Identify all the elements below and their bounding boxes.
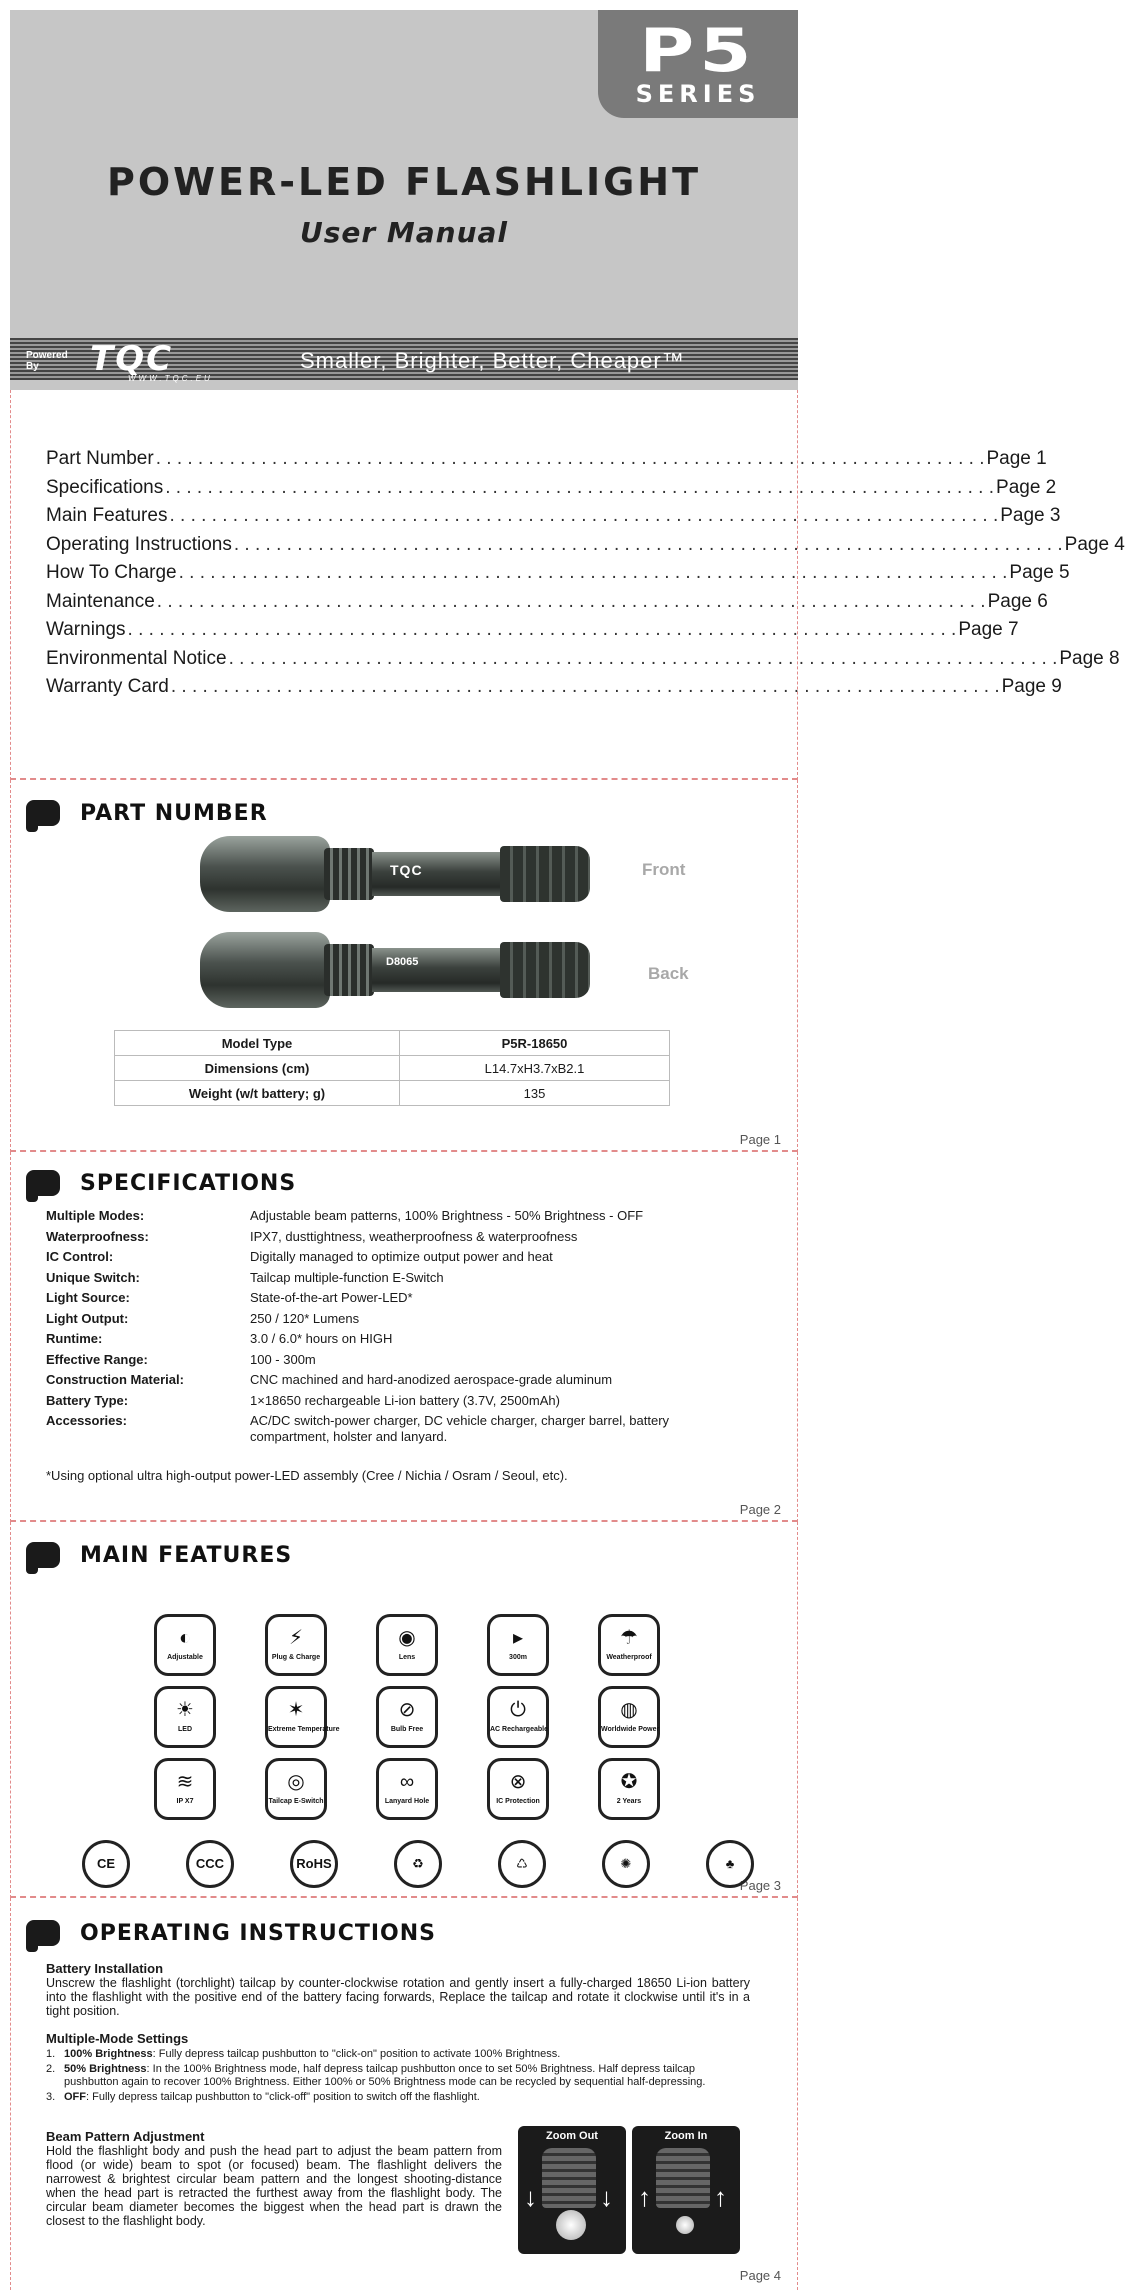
recycle-triangle-icon: ♺: [498, 1840, 546, 1888]
table-value: 135: [400, 1081, 670, 1106]
led-icon: [154, 1686, 216, 1748]
spec-row: [46, 1247, 746, 1268]
main-features-header: [26, 1542, 292, 1568]
feature-label: Lanyard Hole: [384, 1798, 430, 1805]
part-number-table: [114, 1030, 670, 1106]
table-of-contents: [46, 448, 1125, 705]
cover-banner: [10, 10, 798, 390]
toc-entry-label: How To Charge: [46, 562, 177, 583]
manual-subtitle: User Manual: [299, 216, 509, 249]
ac-plug-icon: [487, 1686, 549, 1748]
specifications-footnote: *Using optional ultra high-output power-LED assembly (Cree / Nichia / Osram / Seoul, etc).: [46, 1468, 568, 1483]
toc-entry-page: Page 2: [996, 476, 1057, 498]
zoom-in-label: Zoom In: [664, 2130, 708, 2142]
spec-key: Light Output:: [46, 1310, 129, 1326]
front-label: Front: [642, 860, 686, 879]
table-row: [115, 1056, 670, 1081]
toc-entry-page: Page 4: [1064, 533, 1125, 555]
mode-number: 1.: [46, 2048, 56, 2060]
mode-description: : Fully depress tailcap pushbutton to "click-on" position to activate 100% Brightness.: [152, 2048, 561, 2060]
ic-icon: [487, 1758, 549, 1820]
bulb-free-icon: [376, 1686, 438, 1748]
back-label: Back: [648, 964, 689, 983]
spec-value: CNC machined and hard-anodized aerospace-grade aluminum: [250, 1372, 613, 1387]
toc-leader: [163, 477, 996, 499]
brand-logo: TQC: [90, 339, 174, 379]
front-logo: TQC: [390, 862, 423, 878]
page-number: Page 2: [739, 1502, 781, 1517]
section-bullet-icon: [26, 1542, 60, 1568]
spec-key: Effective Range:: [46, 1351, 148, 1367]
toc-entry-label: Warnings: [46, 619, 126, 640]
toc-entry-label: Warranty Card: [46, 676, 169, 697]
zoom-out-image: [518, 2126, 626, 2254]
spec-value: 3.0 / 6.0* hours on HIGH: [250, 1331, 393, 1346]
spec-key: Waterproofness:: [46, 1228, 149, 1244]
temperature-icon-glyph: ✶: [287, 1699, 305, 1721]
spec-row: [46, 1206, 746, 1227]
ccc-mark-icon: CCC: [186, 1840, 234, 1888]
spec-key: Multiple Modes:: [46, 1208, 145, 1223]
zoom-in-image: [632, 2126, 740, 2254]
table-row: [115, 1031, 670, 1056]
page-number: Page 3: [739, 1878, 781, 1893]
mode-settings: [46, 2032, 750, 2104]
feature-label: Weatherproof: [606, 1654, 652, 1661]
warranty-icon: [598, 1758, 660, 1820]
plug-icon: [265, 1614, 327, 1676]
battery-text: Unscrew the flashlight (torchlight) tailcap by counter-clockwise rotation and gently insert a fully-charged 18650 Li-ion battery into the flashlight with the positive end of the battery facing forwards, Replace the tailcap and rotate it clockwise until it's in a tight position.: [46, 1976, 750, 2018]
spec-value: Tailcap multiple-function E-Switch: [250, 1269, 444, 1285]
spec-row: [46, 1268, 746, 1289]
spec-key: Unique Switch:: [46, 1269, 140, 1285]
toc-entry[interactable]: [46, 619, 1019, 648]
series-label: SERIES: [635, 80, 761, 108]
led-icon-glyph: ☀: [176, 1699, 194, 1721]
waterproof-icon-glyph: ≋: [176, 1771, 194, 1793]
spec-value: AC/DC switch-power charger, DC vehicle charger, charger barrel, battery compartment, holster and lanyard.: [250, 1413, 670, 1444]
spec-row: [46, 1350, 746, 1371]
mode-description: : Fully depress tailcap pushbutton to "click-off" position to switch off the flashlight.: [86, 2091, 480, 2103]
mode-name: 100% Brightness: [64, 2048, 153, 2060]
mode-text: [64, 2063, 750, 2089]
feature-label: IC Protection: [496, 1798, 540, 1805]
warranty-icon-glyph: ✪: [620, 1771, 638, 1793]
beam-text: Hold the flashlight body and push the head part to adjust the beam pattern from flood (or wide) beam to spot (or focused) beam. The flashlight delivers the narrowest & brightest circular beam pattern and the longest shooting-distance when the head part is retracted the furthest away from the flashlight body. The circular beam diameter becomes the biggest when the head part is drawn the closest to the flashlight body.: [46, 2144, 502, 2228]
toc-entry[interactable]: [46, 562, 1070, 591]
table-key: Model Type: [115, 1031, 400, 1056]
switch-icon: [265, 1758, 327, 1820]
operating-header: [26, 1920, 436, 1946]
toc-entry[interactable]: [46, 647, 1120, 677]
eye-icon-glyph: ◉: [398, 1627, 416, 1649]
weather-icon: [598, 1614, 660, 1676]
megaphone-icon-glyph: ◐: [178, 1627, 192, 1649]
toc-entry-page: Page 3: [1000, 505, 1061, 526]
toc-leader: [126, 619, 959, 641]
toc-entry[interactable]: [46, 590, 1048, 620]
arrow-down-icon: ↓: [600, 2182, 613, 2212]
spec-row: [46, 1411, 746, 1444]
section-title: MAIN FEATURES: [80, 1542, 293, 1568]
page-number: Page 1: [739, 1132, 781, 1147]
feature-label: AC Rechargeable: [490, 1726, 548, 1733]
flashlight-front-image: [200, 836, 590, 912]
section-bullet-icon: [26, 800, 60, 826]
feature-label: Worldwide Power: [601, 1726, 660, 1733]
spec-value: IPX7, dusttightness, weatherproofness & waterproofness: [250, 1228, 578, 1244]
mode-description: : In the 100% Brightness mode, half depress tailcap pushbutton once to set 50% Brightness. Half depress tailcap pushbutton again to recover 100% Brightness. Either 100% or 50% Brightness mode can be recycled by sequential half-depressing.: [64, 2063, 706, 2088]
section-title: SPECIFICATIONS: [80, 1170, 297, 1196]
spec-value: Adjustable beam patterns, 100% Brightness - 50% Brightness - OFF: [250, 1208, 644, 1223]
spec-value: 250 / 120* Lumens: [250, 1310, 360, 1326]
ac-plug-icon-glyph: ⏻: [510, 1699, 526, 1721]
spec-key: Runtime:: [46, 1331, 103, 1346]
beam-adjustment: [46, 2130, 502, 2228]
modes-list: [46, 2048, 750, 2104]
table-key: Weight (w/t battery; g): [115, 1081, 400, 1106]
toc-entry[interactable]: [46, 448, 1047, 477]
eco-mark-icon: ♣: [706, 1840, 754, 1888]
table-value: P5R-18650: [400, 1031, 670, 1056]
feature-label: Adjustable: [167, 1654, 203, 1661]
feature-label: 300m: [509, 1654, 527, 1661]
table-key: Dimensions (cm): [115, 1056, 400, 1081]
brand-url: WWW.TQC.EU: [128, 374, 213, 383]
mode-number: 2.: [46, 2063, 56, 2075]
toc-leader: [154, 448, 987, 470]
toc-entry[interactable]: [46, 533, 1125, 563]
switch-icon-glyph: ◎: [287, 1771, 305, 1793]
manual-title: POWER-LED FLASHLIGHT: [106, 160, 702, 204]
series-model: P5: [639, 16, 757, 86]
battery-installation: [46, 1962, 750, 2018]
toc-entry-page: Page 5: [1009, 562, 1070, 583]
ce-mark-icon: CE: [82, 1840, 130, 1888]
arrow-up-icon: ↑: [714, 2182, 727, 2212]
spec-value: 1×18650 rechargeable Li-ion battery (3.7V, 2500mAh): [250, 1392, 560, 1408]
mode-item: [46, 2091, 750, 2104]
mode-number: 3.: [46, 2091, 56, 2103]
spec-key: Accessories:: [46, 1413, 127, 1428]
powered-by-label: Powered By: [26, 350, 68, 372]
toc-leader: [169, 676, 1002, 698]
table-row: [115, 1081, 670, 1106]
lanyard-icon-glyph: ∞: [399, 1771, 415, 1793]
toc-entry-label: Part Number: [46, 448, 154, 469]
part-number-header: [26, 800, 268, 826]
recycle-icon: ♻: [394, 1840, 442, 1888]
toc-entry-label: Environmental Notice: [46, 647, 227, 669]
spec-value: Digitally managed to optimize output power and heat: [250, 1249, 553, 1264]
mode-item: [46, 2063, 750, 2089]
weather-icon-glyph: ☂: [620, 1627, 638, 1649]
spec-row: [46, 1227, 746, 1248]
spec-row: [46, 1329, 746, 1350]
flashlight-back-image: [200, 932, 590, 1008]
specifications-list: [46, 1206, 746, 1444]
spec-row: [46, 1288, 746, 1309]
arrow-down-icon: ↓: [524, 2182, 537, 2212]
back-marking: D8065: [386, 956, 419, 968]
spec-row: [46, 1391, 746, 1412]
arrow-up-icon: ↑: [638, 2182, 651, 2212]
feature-label: Lens: [398, 1654, 416, 1661]
feature-label: LED: [178, 1726, 192, 1733]
feature-label: Plug & Charge: [271, 1654, 321, 1661]
temperature-icon: [265, 1686, 340, 1748]
rohs-mark-icon: RoHS: [290, 1840, 338, 1888]
ic-icon-glyph: ⊗: [509, 1771, 527, 1793]
bulb-free-icon-glyph: ⊘: [398, 1699, 416, 1721]
mode-name: 50% Brightness: [64, 2063, 147, 2075]
toc-leader: [167, 505, 1000, 527]
series-badge: [598, 10, 798, 118]
page-number: Page 4: [739, 2268, 781, 2283]
plug-icon-glyph: ⚡: [288, 1627, 304, 1649]
toc-leader: [155, 591, 988, 613]
spec-key: IC Control:: [46, 1249, 114, 1264]
mode-text: [64, 2091, 480, 2104]
table-value: L14.7xH3.7xB2.1: [400, 1056, 670, 1081]
toc-entry[interactable]: [46, 476, 1057, 506]
toc-entry-label: Maintenance: [46, 590, 155, 612]
spec-key: Construction Material:: [46, 1372, 184, 1387]
toc-leader: [232, 534, 1065, 556]
range-icon-glyph: ▸: [512, 1627, 524, 1649]
megaphone-icon: [154, 1614, 216, 1676]
eye-icon: [376, 1614, 438, 1676]
section-title: PART NUMBER: [80, 800, 268, 826]
spec-key: Light Source:: [46, 1290, 130, 1305]
section-bullet-icon: [26, 1170, 60, 1196]
toc-entry[interactable]: [46, 676, 1062, 705]
spec-value: State-of-the-art Power-LED*: [250, 1290, 413, 1305]
beam-spot-icon: [556, 2210, 586, 2240]
zoom-out-label: Zoom Out: [546, 2130, 598, 2142]
section-title: OPERATING INSTRUCTIONS: [80, 1920, 436, 1946]
spec-key: Battery Type:: [46, 1392, 129, 1408]
waterproof-icon: [154, 1758, 216, 1820]
spec-row: [46, 1309, 746, 1330]
feature-label: Tailcap E-Switch: [268, 1798, 324, 1805]
feature-label: IP X7: [176, 1798, 194, 1805]
toc-entry-page: Page 6: [987, 590, 1048, 612]
globe-icon-glyph: ◍: [620, 1699, 638, 1721]
specifications-header: [26, 1170, 296, 1196]
mode-name: OFF: [64, 2091, 86, 2103]
toc-entry-page: Page 9: [1001, 676, 1062, 697]
mode-text: [64, 2048, 560, 2061]
battery-heading: Battery Installation: [46, 1961, 164, 1976]
feature-label: Extreme Temperature: [268, 1726, 340, 1733]
toc-entry-page: Page 7: [958, 619, 1019, 640]
toc-entry[interactable]: [46, 505, 1061, 534]
modes-heading: Multiple-Mode Settings: [46, 2031, 189, 2046]
feature-label: Bulb Free: [390, 1726, 424, 1733]
section-bullet-icon: [26, 1920, 60, 1946]
slogan: Smaller, Brighter, Better, Cheaper™: [300, 348, 685, 373]
toc-entry-page: Page 8: [1059, 647, 1120, 669]
globe-icon: [598, 1686, 660, 1748]
spec-row: [46, 1370, 746, 1391]
spec-value: 100 - 300m: [250, 1351, 316, 1367]
toc-entry-label: Main Features: [46, 505, 168, 526]
toc-entry-page: Page 1: [986, 448, 1047, 469]
toc-leader: [227, 648, 1060, 670]
beam-heading: Beam Pattern Adjustment: [46, 2129, 205, 2144]
feature-label: 2 Years: [616, 1798, 642, 1805]
lanyard-icon: [376, 1758, 438, 1820]
toc-entry-label: Specifications: [46, 476, 164, 498]
toc-leader: [177, 562, 1010, 584]
mode-item: [46, 2048, 750, 2061]
beam-spot-icon: [676, 2216, 694, 2234]
range-icon: [487, 1614, 549, 1676]
toc-entry-label: Operating Instructions: [46, 533, 232, 555]
gear-mark-icon: ✺: [602, 1840, 650, 1888]
